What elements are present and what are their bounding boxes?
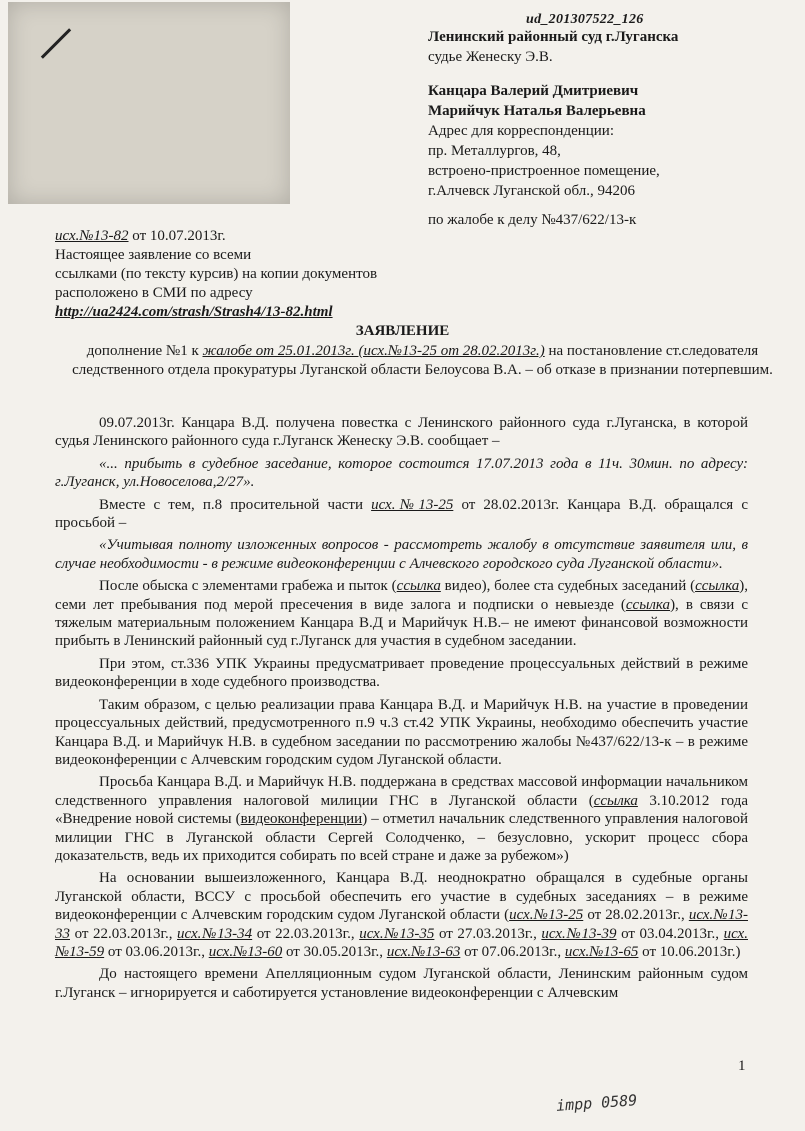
court-name: Ленинский районный суд г.Луганска <box>428 29 679 45</box>
ref-link[interactable]: исх.№13-59 <box>55 925 748 960</box>
pen-mark <box>41 28 71 58</box>
ref-link[interactable]: исх.№13-63 <box>386 943 461 960</box>
notice-url-link[interactable]: http://ua2424.com/strash/Strash4/13-82.html <box>55 304 333 320</box>
ref-link[interactable]: исх.№13-25 <box>509 907 584 924</box>
paragraph: Просьба Канцара В.Д. и Марийчук Н.В. поддержана в средствах массовой информации начальником следственного управления налоговой милиции ГНС в Луганской области (ссылка 3.10.2012 года «Внедрение новой системы (видеоконференции) – отметил начальник следственного управления налоговой милиции ГНС в Луганской области Сергей Солодченко, – безусловно, ускорит процесс сбора доказательств, ведь их приходится собирать по всей стране и даже за рубежом») <box>55 774 748 864</box>
address-line-2: встроено-пристроенное помещение, <box>428 163 660 179</box>
ref-link[interactable]: исх.№13-33 <box>55 907 748 942</box>
document-subtitle <box>55 342 790 380</box>
sender-2: Марийчук Наталья Валерьевна <box>428 103 646 119</box>
document-id: ud_201307522_126 <box>526 12 644 27</box>
source-link[interactable]: ссылка <box>625 596 671 613</box>
document-body <box>55 414 748 1006</box>
ref-link[interactable]: исх.№13-39 <box>541 925 617 942</box>
outgoing-ref[interactable]: исх.№13-82 <box>55 228 129 244</box>
ref-link[interactable]: исх.№13-25 <box>371 496 454 513</box>
paragraph: До настоящего времени Апелляционным судом Луганской области, Ленинским районным судом г.Луганск – игнорируется и саботируется установление видеоконференции с Алчевским <box>55 966 748 1001</box>
ref-link[interactable]: исх.№13-65 <box>564 943 639 960</box>
notice-line-2: ссылками (по тексту курсив) на копии документов <box>55 266 378 282</box>
document-title: ЗАЯВЛЕНИЕ <box>355 323 450 339</box>
judge-name: судье Женеску Э.В. <box>428 49 553 65</box>
stamp-area <box>8 2 290 204</box>
paragraph: При этом, ст.336 УПК Украины предусматривает проведение процессуальных действий в режиме видеоконференции в ходе судебного производства. <box>55 655 748 691</box>
source-link[interactable]: ссылка <box>593 792 638 809</box>
address-line-3: г.Алчевск Луганской обл., 94206 <box>428 183 636 199</box>
outgoing-block <box>55 227 405 322</box>
address-block <box>428 27 788 201</box>
outgoing-line <box>55 227 405 246</box>
subtitle-part: на постановление ст.следователя следственного отдела прокуратуры Луганской области Белоусова В.А. – об отказе в признании потерпевшим. <box>72 343 773 378</box>
source-link[interactable]: ссылка <box>695 578 740 595</box>
quote: «Учитывая полноту изложенных вопросов - рассмотреть жалобу в отсутствие заявителя или, в случае необходимости - в режиме видеоконференции с Алчевского городского суда Луганской области». <box>55 537 748 572</box>
video-conference-link[interactable]: видеоконференции <box>240 811 363 828</box>
sender-1: Канцара Валерий Дмитриевич <box>428 83 639 99</box>
paragraph: Таким образом, с целью реализации права Канцара В.Д. и Марийчук Н.В. на участие в проведении процессуальных действий, предусмотренного п.9 ч.3 ст.42 УПК Украины, необходимо обеспечить участие Канцара В.Д. и Марийчук Н.В. в судебном заседании по рассмотрению жалобы №437/622/13-к – в режиме видеоконференции с Алчевским городским судом Луганской области. <box>55 696 748 768</box>
ref-link[interactable]: исх.№13-35 <box>359 925 435 942</box>
ref-link[interactable]: исх.№13-60 <box>208 943 283 960</box>
complaint-link[interactable]: жалобе от 25.01.2013г. (исх.№13-25 от 28.02.2013г.) <box>202 343 545 359</box>
quote: «... прибыть в судебное заседание, которое состоится 17.07.2013 года в 11ч. 30мин. по адресу: г.Луганск, ул.Новоселова,2/27». <box>55 455 748 491</box>
source-link[interactable]: ссылка <box>396 578 441 595</box>
notice-line-1: Настоящее заявление со всеми <box>55 247 252 263</box>
ref-link[interactable]: исх.№13-34 <box>177 925 253 942</box>
paragraph: 09.07.2013г. Канцара В.Д. получена повестка с Ленинского районного суда г.Луганска, в которой судья Ленинского районного суда г.Луганск Женеску Э.В. сообщает – <box>55 415 748 450</box>
paragraph: На основании вышеизложенного, Канцара В.Д. неоднократно обращался в судебные органы Луганской области, ВССУ с просьбой обеспечить его участие в судебных заседаниях – в режиме видеоконференции с Алчевским городским судом Луганской области (исх.№13-25 от 28.02.2013г., исх.№13-33 от 22.03.2013г., исх.№13-34 от 22.03.2013г., исх.№13-35 от 27.03.2013г., исх.№13-39 от 03.04.2013г., исх.№13-59 от 03.06.2013г., исх.№13-60 от 30.05.2013г., исх.№13-63 от 07.06.2013г., исх.№13-65 от 10.06.2013г.) <box>55 870 748 960</box>
address-line-1: пр. Металлургов, 48, <box>428 143 561 159</box>
correspondence-label: Адрес для корреспонденции: <box>428 123 615 139</box>
notice-line-3: расположено в СМИ по адресу <box>55 285 253 301</box>
page-number: 1 <box>738 1058 746 1074</box>
case-reference: по жалобе к делу №437/622/13-к <box>428 212 637 228</box>
subtitle-part: дополнение №1 к <box>86 343 203 359</box>
handwritten-note: impp 0589 <box>555 1091 638 1115</box>
paragraph: Вместе с тем, п.8 просительной части исх.№13-25 от 28.02.2013г. Канцара В.Д. обращался с просьбой – <box>55 496 748 532</box>
paragraph: После обыска с элементами грабежа и пыток (ссылка видео), более ста судебных заседаний (ссылка), семи лет пребывания под мерой пресечения в виде залога и подписки о невыезде (ссылка), в связи с тяжелым материальным положением Канцара В.Д и Марийчук Н.В.– не имеют финансовой возможности прибыть в Ленинский районный суд г.Луганск для участия в судебном заседании. <box>55 578 748 650</box>
outgoing-date: от 10.07.2013г. <box>128 228 226 244</box>
